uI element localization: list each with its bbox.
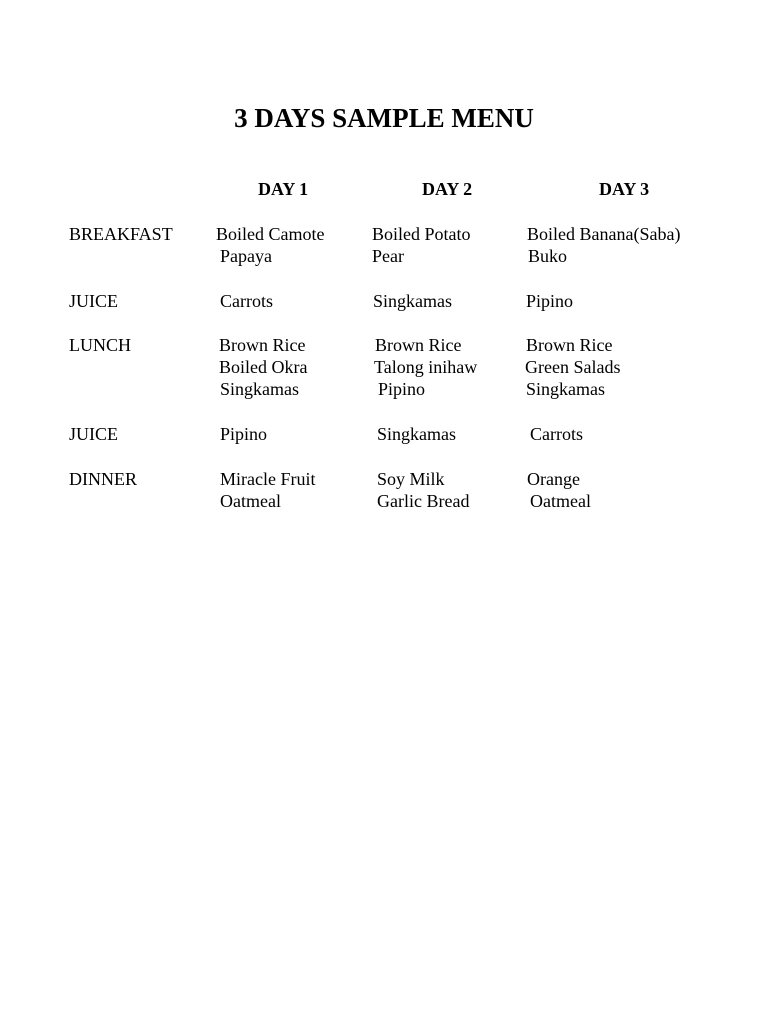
menu-cell-dinner-day2 [377,468,469,512]
menu-cell-juice2-day2 [377,423,456,445]
menu-cell-juice-day1 [220,290,273,312]
menu-cell-breakfast-day3 [527,223,680,267]
menu-item: Garlic Bread [377,491,470,511]
day-header-3: DAY 3 [599,179,650,199]
menu-item: Green Salads [525,357,621,377]
menu-item: Pipino [220,424,268,444]
menu-cell-lunch-day3 [526,334,620,400]
menu-cell-breakfast-day2 [372,223,471,267]
menu-item: Pipino [378,379,426,399]
menu-item: Brown Rice [375,335,462,355]
menu-item: Singkamas [526,379,605,399]
menu-cell-juice-day2 [373,290,452,312]
menu-item: Pipino [526,291,574,311]
menu-cell-juice-day3 [526,290,573,312]
menu-cell-dinner-day3 [527,468,591,512]
menu-cell-lunch-day2 [375,334,477,400]
menu-item: Talong inihaw [374,357,478,377]
menu-item: Soy Milk [377,469,445,489]
page-title: 3 DAYS SAMPLE MENU [234,103,534,133]
meal-label-juice: JUICE [69,291,118,311]
menu-item: Singkamas [373,291,452,311]
menu-item: Pear [372,246,404,266]
menu-item: Boiled Potato [372,224,471,244]
meal-label-juice: JUICE [69,424,118,444]
menu-item: Miracle Fruit [220,469,316,489]
meal-label-dinner: DINNER [69,469,137,489]
day-header-2: DAY 2 [422,179,473,199]
menu-cell-breakfast-day1 [216,223,324,267]
menu-item: Boiled Camote [216,224,325,244]
menu-item: Singkamas [220,379,299,399]
day-header-1: DAY 1 [258,179,309,199]
menu-cell-juice2-day3 [530,423,583,445]
menu-item: Singkamas [377,424,456,444]
meal-label-breakfast: BREAKFAST [69,224,173,244]
meal-label-lunch: LUNCH [69,335,131,355]
menu-item: Boiled Okra [219,357,308,377]
menu-cell-dinner-day1 [220,468,315,512]
menu-item: Brown Rice [219,335,306,355]
menu-cell-juice2-day1 [220,423,267,445]
menu-item: Oatmeal [530,491,591,511]
menu-item: Carrots [530,424,583,444]
menu-item: Boiled Banana(Saba) [527,224,681,244]
menu-item: Oatmeal [220,491,281,511]
menu-item: Carrots [220,291,273,311]
menu-item: Papaya [220,246,272,266]
menu-item: Orange [527,469,580,489]
menu-item: Brown Rice [526,335,613,355]
menu-cell-lunch-day1 [219,334,307,400]
menu-item: Buko [528,246,568,266]
